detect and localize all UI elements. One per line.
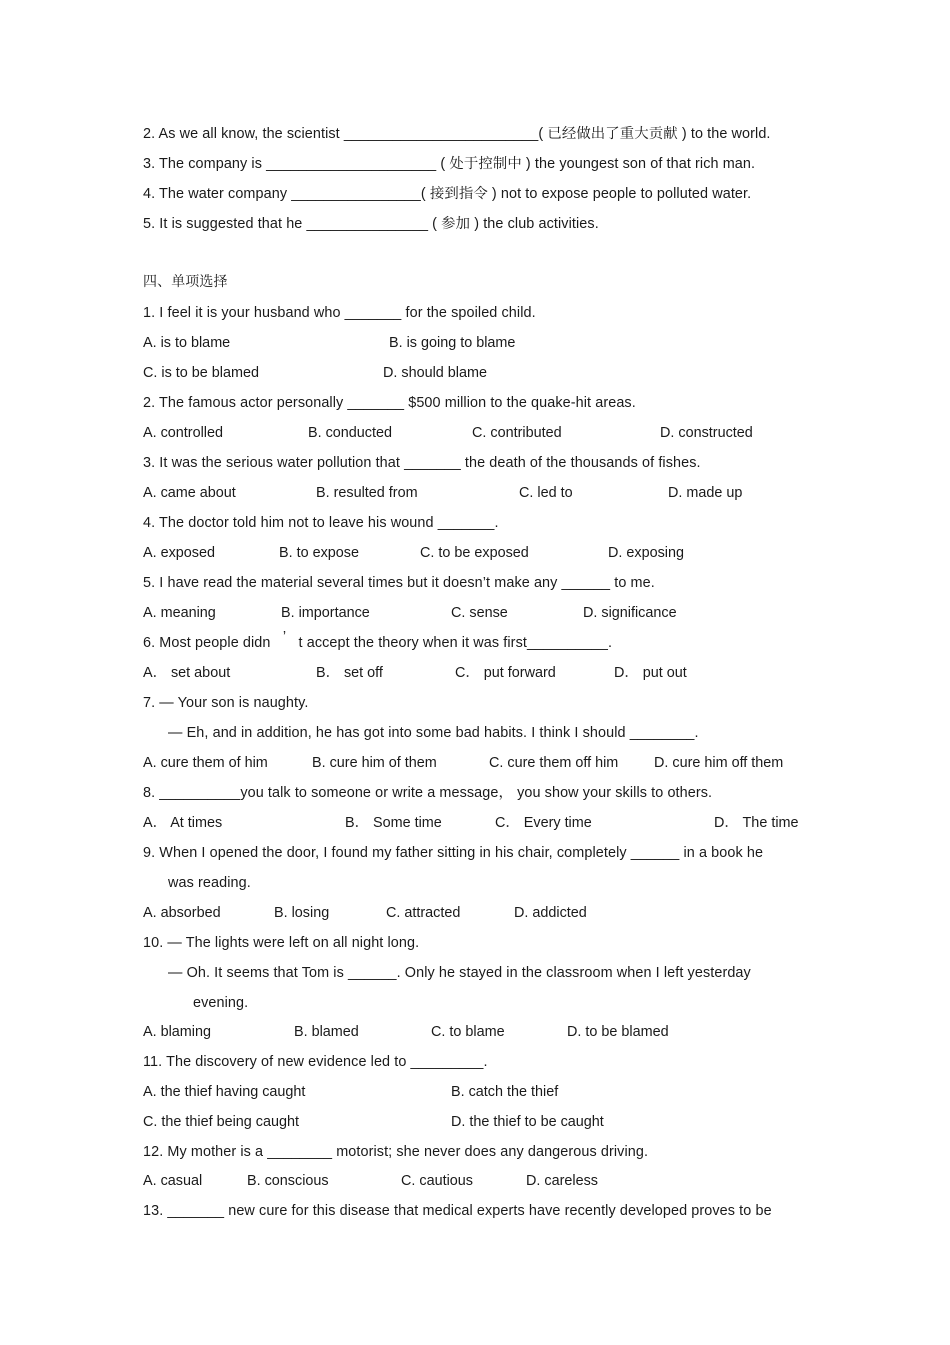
q11-option-d: D. the thief to be caught [451,1114,604,1130]
question-2-stem: 2. The famous actor personally _______ $500 million to the quake-hit areas. [143,395,636,411]
q11-option-a: A. the thief having caught [143,1084,306,1100]
question-10-stem: 10. — The lights were left on all night long. [143,935,420,951]
q9-option-c: C. attracted [386,905,461,921]
question-8-stem: 8. __________you talk to someone or write a message， you show your skills to others. [143,785,713,801]
q3-option-a: A. came about [143,485,236,501]
q1-option-a: A. is to blame [143,335,231,351]
question-6-stem-start: 6. Most people didn [143,635,271,651]
q8-option-c: C． Every time [495,815,592,831]
question-1-stem: 1. I feel it is your husband who _______ for the spoiled child. [143,305,536,321]
q10-option-b: B. blamed [294,1024,359,1040]
q12-option-c: C. cautious [401,1173,473,1189]
q3-option-b: B. resulted from [316,485,418,501]
q7-option-d: D. cure him off them [654,755,784,771]
q9-option-a: A. absorbed [143,905,221,921]
q9-option-d: D. addicted [514,905,587,921]
q10-option-c: C. to blame [431,1024,505,1040]
q11-option-b: B. catch the thief [451,1084,559,1100]
q4-option-d: D. exposing [608,545,684,561]
q2-option-c: C. contributed [472,425,562,441]
q3-option-d: D. made up [668,485,743,501]
q3-option-c: C. led to [519,485,573,501]
question-9-stem: 9. When I opened the door, I found my father sitting in his chair, completely ______ in a book he [143,845,764,861]
q11-option-c: C. the thief being caught [143,1114,300,1130]
question-3-stem: 3. It was the serious water pollution that _______ the death of the thousands of fishes. [143,455,701,471]
q12-option-a: A. casual [143,1173,203,1189]
q7-option-c: C. cure them off him [489,755,619,771]
q1-option-d: D. should blame [383,365,487,381]
q4-option-b: B. to expose [279,545,359,561]
q9-option-b: B. losing [274,905,330,921]
q10-option-a: A. blaming [143,1024,211,1040]
q8-option-a: A． At times [143,815,223,831]
question-7-stem: 7. — Your son is naughty. [143,695,309,711]
question-4-stem: 4. The doctor told him not to leave his wound _______. [143,515,499,531]
question-9-stem-cont: was reading. [168,875,251,891]
question-12-stem: 12. My mother is a ________ motorist; she never does any dangerous driving. [143,1144,649,1160]
question-13-stem: 13. _______ new cure for this disease that medical experts have recently developed proves to be [143,1203,772,1219]
section-heading: 四、单项选择 [143,273,228,289]
question-6-stem-end: t accept the theory when it was first__________. [298,635,613,651]
q1-option-b: B. is going to blame [389,335,516,351]
question-6-apostrophe: ’ [282,629,287,645]
translation-item-2: 2. As we all know, the scientist ________________________( 已经做出了重大贡献 ) to the world. [143,126,771,142]
question-11-stem: 11. The discovery of new evidence led to _________. [143,1054,488,1070]
q6-option-a: A． set about [143,665,231,681]
question-7-stem-reply: — Eh, and in addition, he has got into some bad habits. I think I should ________. [168,725,699,741]
translation-item-4: 4. The water company ________________( 接到指令 ) not to expose people to polluted water. [143,186,752,202]
q2-option-b: B. conducted [308,425,393,441]
question-10-stem-cont: evening. [193,995,249,1011]
q5-option-c: C. sense [451,605,508,621]
q10-option-d: D. to be blamed [567,1024,669,1040]
q5-option-b: B. importance [281,605,370,621]
question-6-stem [143,629,613,653]
q6-option-b: B． set off [316,665,383,681]
q5-option-a: A. meaning [143,605,216,621]
q5-option-d: D. significance [583,605,677,621]
q1-option-c: C. is to be blamed [143,365,259,381]
q6-option-c: C． put forward [455,665,556,681]
translation-item-3: 3. The company is _____________________ ( 处于控制中 ) the youngest son of that rich man. [143,156,756,172]
question-5-stem: 5. I have read the material several times but it doesn’t make any ______ to me. [143,575,655,591]
q7-option-a: A. cure them of him [143,755,268,771]
q8-option-b: B． Some time [345,815,442,831]
q6-option-d: D． put out [614,665,687,681]
q4-option-a: A. exposed [143,545,216,561]
q12-option-b: B. conscious [247,1173,329,1189]
q12-option-d: D. careless [526,1173,598,1189]
q8-option-d: D． The time [714,815,799,831]
q7-option-b: B. cure him of them [312,755,437,771]
q2-option-a: A. controlled [143,425,223,441]
q2-option-d: D. constructed [660,425,753,441]
question-10-stem-reply: — Oh. It seems that Tom is ______. Only he stayed in the classroom when I left yesterday [168,965,751,981]
q4-option-c: C. to be exposed [420,545,529,561]
translation-item-5: 5. It is suggested that he _______________ ( 参加 ) the club activities. [143,216,599,232]
